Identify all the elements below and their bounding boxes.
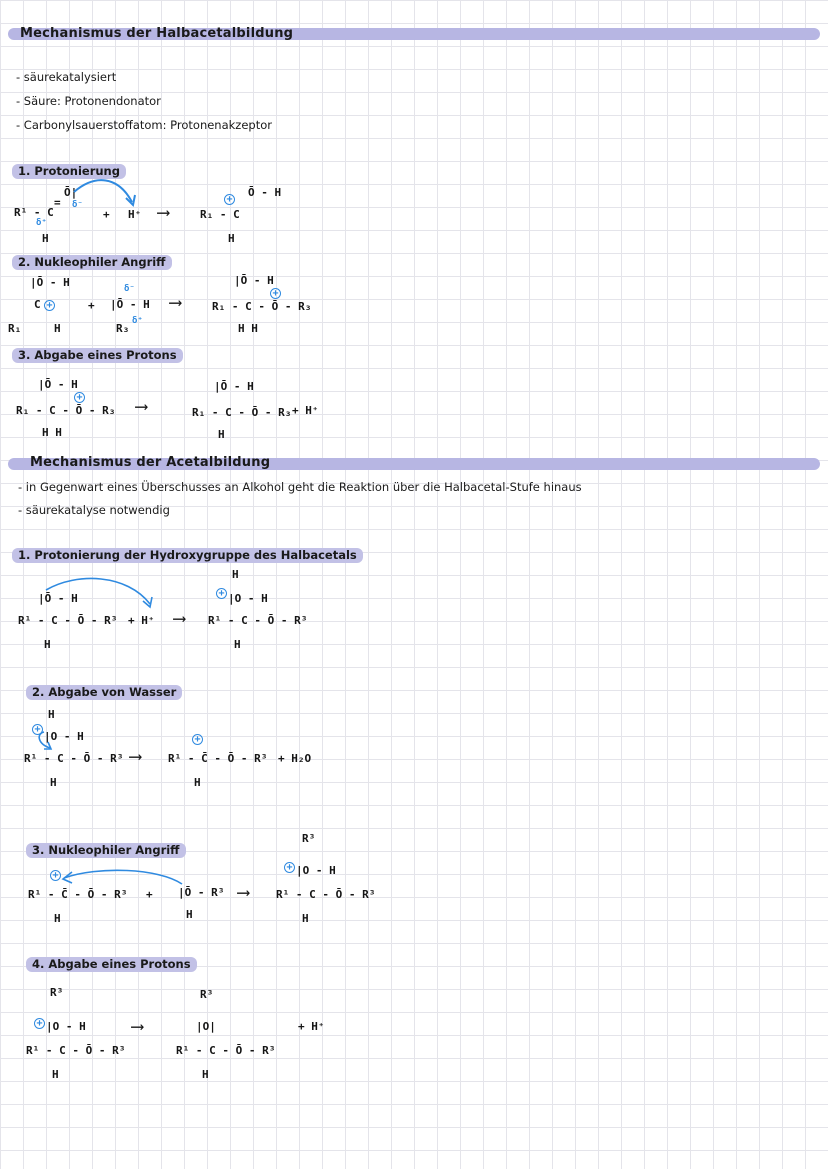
r3-top: R³ [302,832,316,845]
step-heading-nukleophiler-angriff: 2. Nukleophiler Angriff [12,255,172,270]
r1-carbon: R₁ - C [200,208,240,221]
nucleophile-alcohol [110,284,160,340]
ether-oxygen: |O| [196,1020,216,1033]
proton: + H⁺ [128,614,155,627]
positive-charge: + [284,862,295,873]
hydrogen: H [52,1068,59,1081]
delta-minus: δ⁻ [72,200,83,210]
hydrogen: H [186,908,193,921]
positive-charge: + [34,1018,45,1029]
reaction-arrow: ⟶ [132,1016,143,1037]
delta-minus: δ⁻ [124,284,135,294]
plus-sign: + [146,888,153,901]
product-protonated-carbonyl [200,184,290,246]
reactant-halbacetal [18,592,128,654]
step-heading-protonierung: 1. Protonierung [12,164,126,179]
reactant-row: R¹ - C - Ō - R³ [24,752,124,765]
hydroxy: |O - H [296,864,336,877]
reactant-carbocation [8,276,88,340]
double-bond: = [54,196,61,209]
hydrogen: H [302,912,309,925]
hydrogen: H [202,1068,209,1081]
alcohol: |Ō - R³ [178,886,225,899]
r1-carbon: R¹ - C [14,206,54,219]
reaction-arrow: ⟶ [130,746,141,767]
reaction-arrow: ⟶ [170,292,181,313]
hydroxy: Ō - H [248,186,282,199]
section-title-acetal: Mechanismus der Acetalbildung [30,455,271,470]
r3: R₃ [116,322,130,335]
product-oxonium [212,274,322,338]
positive-charge: + [192,734,203,745]
positive-charge: + [216,588,227,599]
hydrogen: H [194,776,201,789]
hydroxy: |O - H [46,1020,86,1033]
electron-arrow [30,730,60,754]
hydroxy: |Ō - H [30,276,70,289]
r1: R₁ [8,322,22,335]
oxygen: Ō| [64,186,78,199]
hydroxy: |Ō - H [38,592,78,605]
bullet: - Säure: Protonendonator [16,94,161,108]
released-proton: + H⁺ [292,404,319,417]
hydrogen: H [218,428,225,441]
product-row: R¹ - C - Ō - R³ [176,1044,276,1057]
hydroxy: |Ō - H [110,298,150,311]
carbon: C [34,298,41,311]
hydrogens: H H [42,426,62,439]
positive-charge: + [74,392,85,403]
product-halbacetal [192,380,302,442]
product-row: R¹ - C̄ - Ō - R³ [168,752,268,765]
nucleophile-alcohol [178,886,238,930]
product-row: R₁ - C - Ō - R₃ [212,300,312,313]
product-oxonium [208,568,318,660]
hydrogen: H [42,232,49,245]
reactant-oxonium [24,708,134,800]
positive-charge: + [224,194,235,205]
delta-plus: δ⁺ [132,316,143,326]
plus-sign: + [88,299,95,312]
product-row: R¹ - C - Ō - R³ [276,888,376,901]
hydrogen: H [228,232,235,245]
hydrogen: H [54,912,61,925]
step-heading-abgabe-wasser: 2. Abgabe von Wasser [26,685,182,700]
reaction-arrow: ⟶ [136,396,147,417]
product-row: R¹ - C - Ō - R³ [208,614,308,627]
hydrogen-top: H [232,568,239,581]
bullet: - Carbonylsauerstoffatom: Protonenakzeptor [16,118,272,132]
plus-sign: + [103,208,110,221]
reactant-oxonium [16,378,126,440]
reaction-arrow: ⟶ [174,608,185,629]
r3-top: R³ [50,986,64,999]
product-carbocation [168,734,278,800]
reactant-row: R₁ - C - Ō - R₃ [16,404,116,417]
step-heading-abgabe-protons: 3. Abgabe eines Protons [12,348,183,363]
reactant-row: R¹ - C̄ - Ō - R³ [28,888,128,901]
section-title-halbacetal: Mechanismus der Halbacetalbildung [20,26,294,41]
r3-top: R³ [200,988,214,1001]
hydroxy: |Ō - H [234,274,274,287]
reaction-arrow: ⟶ [158,202,169,223]
hydroxy: |Ō - H [38,378,78,391]
positive-charge: + [32,724,43,735]
product-acetal [176,988,286,1092]
bullet: - säurekatalyse notwendig [18,503,170,517]
product-row: R₁ - C - Ō - R₃ [192,406,292,419]
delta-plus: δ⁺ [36,218,47,228]
hydroxy: |O - H [228,592,268,605]
bullet: - säurekatalysiert [16,70,117,84]
step-heading-protonierung-hydroxy: 1. Protonierung der Hydroxygruppe des Halbacetals [12,548,363,563]
hydrogen: H [234,638,241,651]
bullet: - in Gegenwart eines Überschusses an Alkohol geht die Reaktion über die Halbacetal-Stufe hinaus [18,480,582,494]
reaction-arrow: ⟶ [238,882,249,903]
step-heading-nukleophiler-angriff: 3. Nukleophiler Angriff [26,843,186,858]
reactant-carbocation [28,870,138,934]
positive-charge: + [44,300,55,311]
proton: H⁺ [128,208,142,221]
positive-charge: + [270,288,281,299]
released-proton: + H⁺ [298,1020,325,1033]
reactant-row: R¹ - C - Ō - R³ [26,1044,126,1057]
hydroxy: |Ō - H [214,380,254,393]
hydrogen: H [50,776,57,789]
reactant-oxonium [26,986,136,1090]
hydroxy: |O - H [44,730,84,743]
hydrogen: H [54,322,61,335]
hydrogen: H [44,638,51,651]
positive-charge: + [50,870,61,881]
released-water: + H₂O [278,752,312,765]
step-heading-abgabe-protons: 4. Abgabe eines Protons [26,957,197,972]
reactant-row: R¹ - C - Ō - R³ [18,614,118,627]
product-oxonium [276,832,386,936]
hydrogens: H H [238,322,258,335]
hydrogen-top: H [48,708,55,721]
